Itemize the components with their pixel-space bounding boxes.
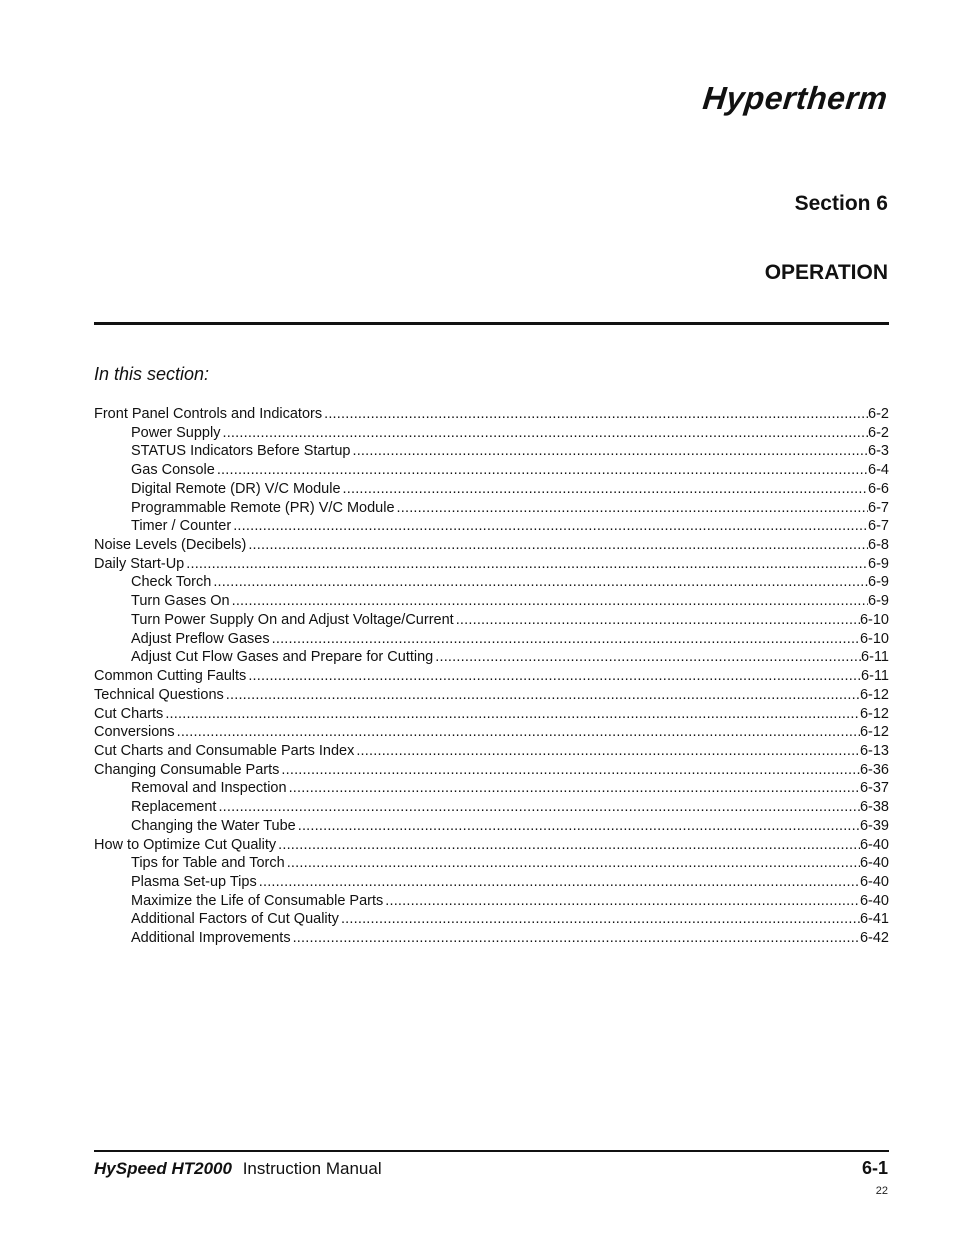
- toc-dot-leader: [356, 742, 860, 761]
- toc-entry-page: 6-7: [868, 518, 889, 535]
- toc-entry[interactable]: [94, 854, 889, 873]
- toc-entry-title: Turn Power Supply On and Adjust Voltage/Current: [131, 611, 454, 628]
- toc-entry-page: 6-6: [868, 480, 889, 497]
- toc-dot-leader: [165, 705, 860, 724]
- toc-dot-leader: [298, 817, 860, 836]
- toc-dot-leader: [456, 611, 860, 630]
- footer-product-name: HySpeed HT2000: [94, 1159, 232, 1178]
- toc-entry-title: Technical Questions: [94, 686, 224, 703]
- toc-entry-page: 6-11: [861, 649, 889, 666]
- toc-dot-leader: [248, 667, 861, 686]
- toc-entry[interactable]: [94, 723, 889, 742]
- toc-entry-page: 6-12: [859, 686, 889, 703]
- toc-entry[interactable]: [94, 648, 889, 667]
- toc-dot-leader: [222, 424, 868, 443]
- intro-heading: In this section:: [94, 364, 210, 384]
- toc-entry-title: Daily Start-Up: [94, 555, 185, 572]
- toc-entry[interactable]: [94, 742, 889, 761]
- toc-entry[interactable]: [94, 630, 889, 649]
- toc-entry-title: Cut Charts and Consumable Parts Index: [94, 742, 355, 759]
- toc-entry-title: Conversions: [94, 724, 175, 741]
- toc-entry-page: 6-42: [859, 930, 889, 947]
- footer-divider: [94, 1150, 889, 1152]
- toc-entry-title: Tips for Table and Torch: [131, 855, 285, 872]
- toc-entry-title: Noise Levels (Decibels): [94, 537, 247, 554]
- toc-dot-leader: [278, 836, 860, 855]
- toc-dot-leader: [287, 854, 860, 873]
- toc-entry[interactable]: [94, 573, 889, 592]
- toc-entry-title: Additional Factors of Cut Quality: [131, 911, 339, 928]
- toc-dot-leader: [217, 461, 868, 480]
- toc-entry-title: Gas Console: [131, 462, 215, 479]
- toc-entry-title: Check Torch: [131, 574, 212, 591]
- toc-dot-leader: [218, 798, 860, 817]
- toc-entry-page: 6-39: [859, 817, 889, 834]
- toc-entry-title: Front Panel Controls and Indicators: [94, 406, 323, 422]
- toc-entry-page: 6-40: [859, 873, 889, 890]
- toc-dot-leader: [232, 592, 868, 611]
- toc-entry-title: Digital Remote (DR) V/C Module: [131, 480, 341, 497]
- toc-entry[interactable]: [94, 611, 889, 630]
- toc-entry[interactable]: [94, 442, 889, 461]
- toc-entry-title: Maximize the Life of Consumable Parts: [131, 892, 384, 909]
- toc-entry[interactable]: [94, 592, 889, 611]
- toc-entry-title: Plasma Set-up Tips: [131, 873, 257, 890]
- sheet-number: 22: [875, 1185, 888, 1197]
- toc-entry-page: 6-40: [859, 892, 889, 909]
- toc-entry[interactable]: [94, 461, 889, 480]
- toc-dot-leader: [289, 779, 860, 798]
- toc-entry-title: Additional Improvements: [131, 930, 291, 947]
- toc-entry-page: 6-8: [868, 537, 889, 554]
- toc-entry-page: 6-2: [868, 424, 889, 441]
- toc-entry-page: 6-37: [859, 780, 889, 797]
- toc-entry-title: Turn Gases On: [131, 593, 230, 610]
- toc-dot-leader: [177, 723, 860, 742]
- toc-entry[interactable]: [94, 405, 889, 424]
- toc-entry-page: 6-9: [868, 593, 889, 610]
- toc-entry-page: 6-4: [868, 462, 889, 479]
- toc-entry-title: Adjust Cut Flow Gases and Prepare for Cutting: [131, 649, 434, 666]
- toc-entry-page: 6-12: [859, 705, 889, 722]
- toc-entry[interactable]: [94, 424, 889, 443]
- toc-dot-leader: [259, 873, 860, 892]
- toc-entry-title: Removal and Inspection: [131, 780, 287, 797]
- toc-entry-page: 6-2: [868, 406, 889, 422]
- footer-page-label: 6-1: [861, 1158, 888, 1178]
- toc-entry[interactable]: [94, 779, 889, 798]
- table-of-contents: [94, 405, 889, 948]
- toc-entry-title: Common Cutting Faults: [94, 668, 247, 685]
- toc-entry[interactable]: [94, 555, 889, 574]
- toc-entry[interactable]: [94, 480, 889, 499]
- toc-entry-page: 6-41: [859, 911, 889, 928]
- toc-entry[interactable]: [94, 836, 889, 855]
- toc-entry-page: 6-12: [859, 724, 889, 741]
- toc-entry-page: 6-3: [868, 443, 889, 460]
- toc-dot-leader: [186, 555, 868, 574]
- toc-entry-page: 6-10: [859, 611, 889, 628]
- toc-entry[interactable]: [94, 705, 889, 724]
- toc-entry-title: Power Supply: [131, 424, 221, 441]
- toc-dot-leader: [248, 536, 868, 555]
- toc-entry-page: 6-40: [859, 836, 889, 853]
- toc-entry-title: Changing Consumable Parts: [94, 761, 280, 778]
- toc-entry[interactable]: [94, 817, 889, 836]
- toc-entry-page: 6-13: [859, 742, 889, 759]
- toc-entry[interactable]: [94, 873, 889, 892]
- toc-dot-leader: [343, 480, 869, 499]
- toc-entry-page: 6-11: [861, 668, 889, 685]
- toc-entry-title: How to Optimize Cut Quality: [94, 836, 277, 853]
- toc-entry-title: Changing the Water Tube: [131, 817, 296, 834]
- toc-entry-title: Timer / Counter: [131, 518, 232, 535]
- toc-entry[interactable]: [94, 667, 889, 686]
- toc-entry-page: 6-40: [859, 855, 889, 872]
- toc-entry[interactable]: [94, 536, 889, 555]
- hypertherm-logo: Hypertherm: [701, 80, 890, 116]
- toc-entry[interactable]: [94, 686, 889, 705]
- footer-manual-title: [94, 1159, 382, 1179]
- section-title: OPERATION: [764, 261, 888, 284]
- toc-entry[interactable]: [94, 798, 889, 817]
- toc-entry-page: 6-36: [859, 761, 889, 778]
- toc-dot-leader: [352, 442, 868, 461]
- toc-entry-title: Adjust Preflow Gases: [131, 630, 270, 647]
- toc-dot-leader: [281, 761, 860, 780]
- toc-dot-leader: [385, 892, 860, 911]
- toc-entry-page: 6-9: [868, 574, 889, 591]
- footer-manual-label: Instruction Manual: [242, 1159, 382, 1178]
- toc-entry[interactable]: [94, 499, 889, 518]
- toc-entry-page: 6-10: [859, 630, 889, 647]
- toc-entry-page: 6-38: [859, 799, 889, 816]
- toc-dot-leader: [213, 573, 868, 592]
- toc-entry[interactable]: [94, 761, 889, 780]
- toc-entry[interactable]: [94, 517, 889, 536]
- header-divider: [94, 322, 889, 325]
- toc-entry-page: 6-7: [868, 499, 889, 516]
- toc-dot-leader: [435, 648, 861, 667]
- section-label: Section 6: [794, 192, 888, 215]
- toc-dot-leader: [293, 929, 860, 948]
- toc-dot-leader: [341, 910, 860, 929]
- toc-dot-leader: [233, 517, 868, 536]
- toc-dot-leader: [226, 686, 860, 705]
- toc-dot-leader: [272, 630, 860, 649]
- toc-dot-leader: [324, 405, 868, 424]
- toc-entry[interactable]: [94, 892, 889, 911]
- toc-entry-title: Programmable Remote (PR) V/C Module: [131, 499, 395, 516]
- toc-entry[interactable]: [94, 929, 889, 948]
- toc-dot-leader: [397, 499, 869, 518]
- toc-entry-title: STATUS Indicators Before Startup: [131, 443, 351, 460]
- toc-entry-page: 6-9: [868, 555, 889, 572]
- toc-entry-title: Cut Charts: [94, 705, 164, 722]
- toc-entry[interactable]: [94, 910, 889, 929]
- toc-entry-title: Replacement: [131, 799, 217, 816]
